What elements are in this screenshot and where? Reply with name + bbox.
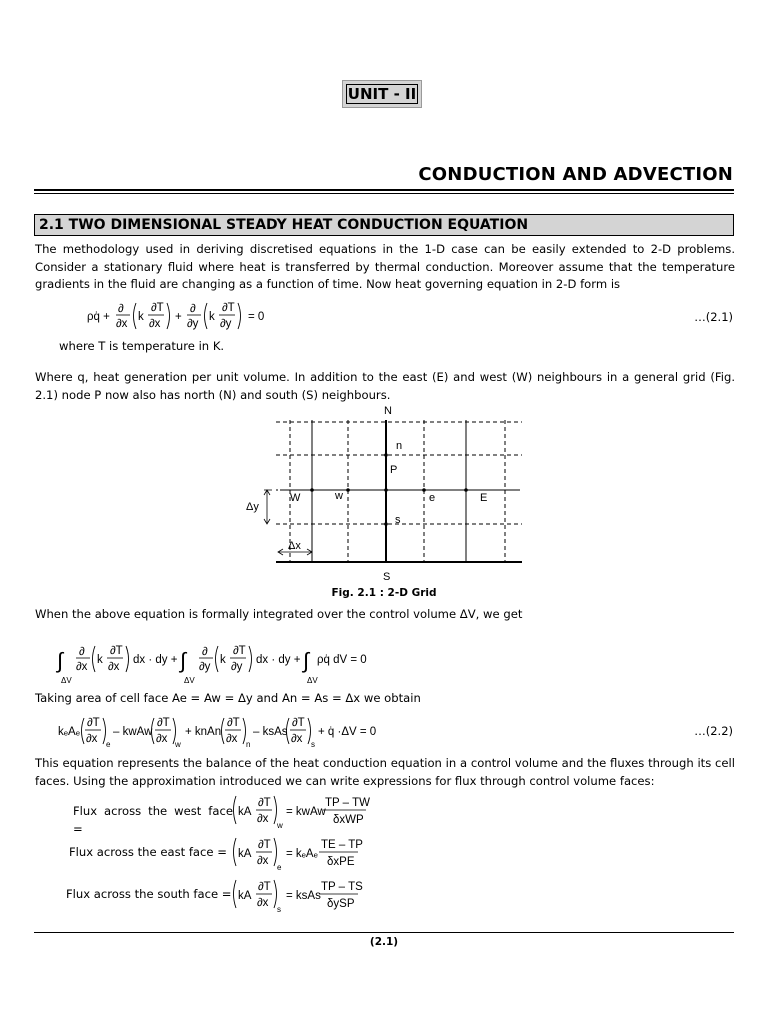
svg-text:∂x: ∂x: [76, 661, 88, 673]
paragraph-intro: The methodology used in deriving discretised equations in the 1-D case can be easily extended to 2-D problems. Consider a stationary fluid where heat is transferred by thermal conduction. Moreover assume that the temperature gradients in the fluid are changing as a function of time. Now heat governing equation in 2-D form is: [35, 242, 735, 291]
svg-text:∂T: ∂T: [233, 645, 246, 657]
svg-text:TE – TP: TE – TP: [321, 839, 363, 851]
equation-2-2: [56, 710, 396, 752]
svg-text:ΔV: ΔV: [307, 676, 318, 685]
svg-text:dx · dy +: dx · dy +: [256, 654, 301, 666]
page-number: (2.1): [369, 936, 399, 948]
label-P: P: [390, 464, 398, 476]
svg-text:w: w: [175, 740, 181, 749]
svg-text:∂T: ∂T: [87, 717, 100, 729]
svg-text:ρq̇ +: ρq̇ +: [87, 311, 110, 323]
figure-caption: Fig. 2.1 : 2-D Grid: [331, 587, 437, 599]
label-S: S: [383, 571, 391, 583]
svg-text:∂x: ∂x: [156, 733, 168, 745]
chapter-title: CONDUCTION AND ADVECTION: [418, 164, 733, 185]
svg-text:∂T: ∂T: [258, 839, 271, 851]
svg-text:TP – TS: TP – TS: [321, 881, 363, 893]
svg-text:∂x: ∂x: [108, 661, 120, 673]
paragraph-neighbours: Where q, heat generation per unit volume. In addition to the east (E) and west (W) neighbours in a general grid (Fig. 2.1) node P now also has north (N) and south (S) neighbours.: [35, 370, 735, 402]
svg-text:∂: ∂: [202, 646, 208, 658]
unit-label: UNIT - II: [347, 85, 417, 103]
svg-text:∂: ∂: [190, 303, 196, 315]
flux-east-label: Flux across the east face =: [69, 845, 227, 859]
svg-text:∂y: ∂y: [187, 318, 199, 330]
flux-west-expression: [230, 792, 380, 832]
equation-2-1-number: …(2.1): [694, 310, 733, 324]
svg-text:= kₑAₑ: = kₑAₑ: [286, 848, 318, 860]
svg-text:s: s: [311, 740, 315, 749]
svg-text:∂x: ∂x: [257, 897, 269, 909]
equation-2-1: [80, 296, 300, 336]
label-N: N: [384, 405, 392, 417]
unit-label-box: [342, 80, 422, 108]
svg-text:∂: ∂: [79, 646, 85, 658]
equation-integrated: [55, 638, 415, 686]
svg-text:∂T: ∂T: [110, 645, 123, 657]
label-n: n: [396, 440, 403, 452]
svg-text:s: s: [277, 905, 281, 914]
area-line: Taking area of cell face Ae = Aw = Δy and An = As = Δx we obtain: [35, 691, 421, 705]
svg-text:– kwAw: – kwAw: [113, 726, 153, 738]
svg-text:∂T: ∂T: [222, 302, 235, 314]
svg-text:+: +: [175, 311, 182, 323]
figure-2d-grid: [240, 402, 540, 584]
svg-text:∂T: ∂T: [292, 717, 305, 729]
svg-text:= 0: = 0: [248, 311, 265, 323]
svg-text:w: w: [277, 821, 283, 830]
svg-text:∂T: ∂T: [258, 881, 271, 893]
where-line: where T is temperature in K.: [59, 339, 225, 353]
svg-text:kA: kA: [238, 806, 252, 818]
svg-text:∂T: ∂T: [157, 717, 170, 729]
label-W: W: [290, 492, 301, 504]
svg-text:∂x: ∂x: [116, 318, 128, 330]
svg-text:= ksAs: = ksAs: [286, 890, 321, 902]
paragraph-balance: This equation represents the balance of the heat conduction equation in a control volume and the fluxes through its cell faces. Using the approximation introduced we can write expressions for flux through control volume faces:: [35, 756, 735, 788]
label-dx: Δx: [288, 540, 301, 552]
flux-west-label: Flux across the west face =: [73, 804, 233, 836]
svg-text:kA: kA: [238, 848, 252, 860]
svg-text:∫: ∫: [180, 648, 187, 673]
svg-text:+ knAn: + knAn: [185, 726, 222, 738]
svg-text:kA: kA: [238, 890, 252, 902]
svg-text:k: k: [97, 654, 103, 666]
svg-text:TP – TW: TP – TW: [325, 797, 370, 809]
svg-text:∂x: ∂x: [86, 733, 98, 745]
svg-text:∂x: ∂x: [226, 733, 238, 745]
svg-text:∂x: ∂x: [257, 855, 269, 867]
svg-text:∂x: ∂x: [257, 813, 269, 825]
svg-text:– ksAs: – ksAs: [253, 726, 288, 738]
footer-rule: [34, 932, 734, 933]
paragraph-integration: When the above equation is formally integrated over the control volume ΔV, we get: [35, 607, 523, 621]
svg-text:∂x: ∂x: [291, 733, 303, 745]
svg-text:ΔV: ΔV: [61, 676, 72, 685]
title-rule-thick: [34, 189, 734, 191]
svg-text:∂T: ∂T: [227, 717, 240, 729]
svg-text:∂y: ∂y: [231, 661, 243, 673]
svg-text:ΔV: ΔV: [184, 676, 195, 685]
svg-text:δxWP: δxWP: [333, 814, 364, 826]
svg-text:∂T: ∂T: [151, 302, 164, 314]
svg-text:∂y: ∂y: [220, 318, 232, 330]
title-rule-thin: [34, 193, 734, 194]
svg-text:e: e: [106, 740, 111, 749]
svg-text:e: e: [277, 863, 282, 872]
svg-text:δxPE: δxPE: [327, 856, 355, 868]
flux-south-expression: [230, 876, 380, 916]
svg-text:k: k: [138, 311, 144, 323]
svg-text:∂y: ∂y: [199, 661, 211, 673]
svg-text:ρq̇ dV = 0: ρq̇ dV = 0: [317, 654, 367, 666]
svg-text:∂T: ∂T: [258, 797, 271, 809]
label-w: w: [335, 490, 343, 502]
label-dy: Δy: [246, 501, 259, 513]
label-E: E: [480, 492, 488, 504]
svg-text:k: k: [220, 654, 226, 666]
flux-south-label: Flux across the south face =: [66, 887, 232, 901]
flux-east-expression: [230, 834, 380, 874]
section-heading: 2.1 TWO DIMENSIONAL STEADY HEAT CONDUCTION EQUATION: [34, 214, 734, 236]
svg-text:kₑAₑ: kₑAₑ: [58, 726, 80, 738]
svg-text:∂x: ∂x: [149, 318, 161, 330]
svg-text:n: n: [246, 740, 251, 749]
svg-text:∂: ∂: [118, 303, 124, 315]
svg-text:= kwAw: = kwAw: [286, 806, 326, 818]
equation-2-2-number: …(2.2): [694, 724, 733, 738]
svg-text:δySP: δySP: [327, 898, 355, 910]
svg-text:k: k: [209, 311, 215, 323]
label-s: s: [395, 514, 401, 526]
svg-text:∫: ∫: [303, 648, 310, 673]
svg-text:∫: ∫: [57, 648, 64, 673]
svg-text:dx · dy +: dx · dy +: [133, 654, 178, 666]
svg-text:+ q̇ ·ΔV = 0: + q̇ ·ΔV = 0: [318, 726, 377, 738]
label-e: e: [429, 492, 436, 504]
